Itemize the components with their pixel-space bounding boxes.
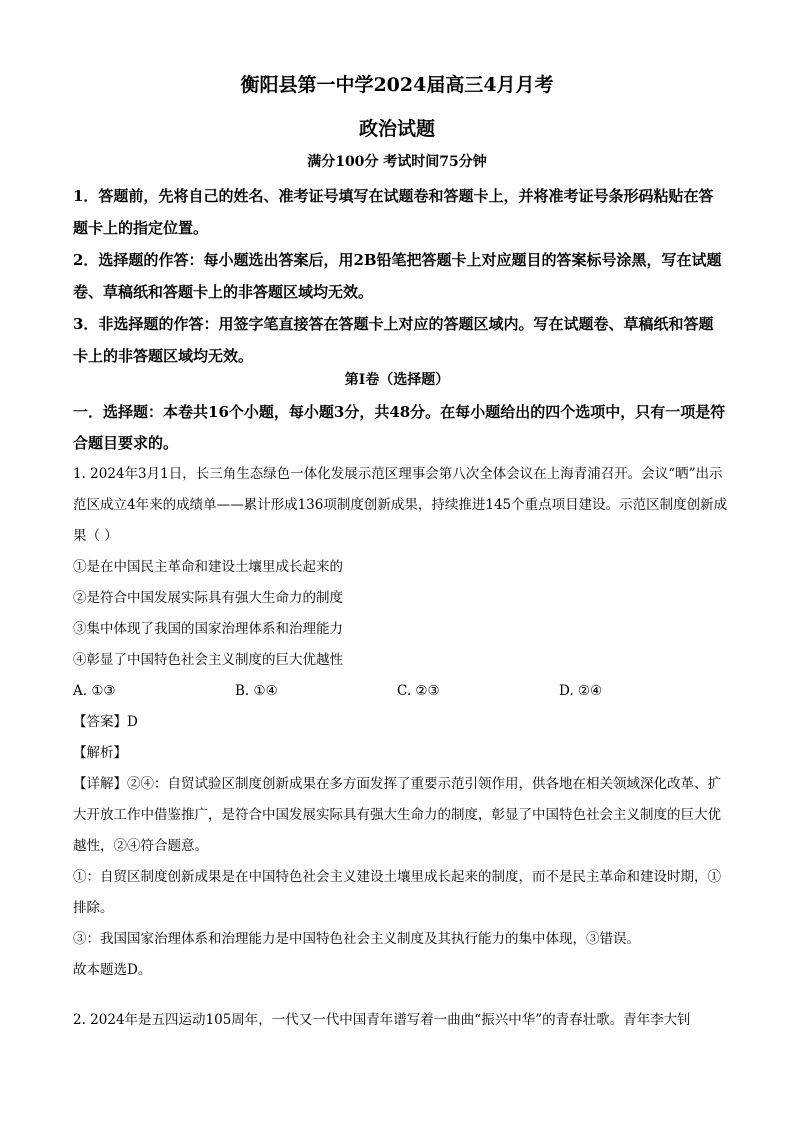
exam-subject: 政治试题 <box>358 118 435 140</box>
option-c: C. ②③ <box>397 683 440 699</box>
statement-item: ①是在中国民主革命和建设土壤里成长起来的 <box>73 559 343 575</box>
answer-options <box>73 676 728 707</box>
statement-item: ③集中体现了我国的国家治理体系和治理能力 <box>73 621 343 637</box>
instructions <box>73 180 728 372</box>
section-title: 第Ⅰ卷（选择题） <box>344 372 450 388</box>
analysis-exclude-1: ①：自贸区制度创新成果是在中国特色社会主义建设土壤里成长起来的制度，而不是民主革命和建设时期，①排除。 <box>73 869 721 916</box>
option-b: B. ①④ <box>235 683 278 699</box>
exam-title: 衡阳县第一中学2024届高三4月月考 <box>240 74 554 96</box>
statement-item: ②是符合中国发展实际具有强大生命力的制度 <box>73 590 343 606</box>
instruction-item: 3．非选择题的作答：用签字笔直接答在答题卡上对应的答题区域内。写在试题卷、草稿纸和答题卡上的非答题区域均无效。 <box>73 315 714 365</box>
analysis-conclusion: 故本题选D。 <box>73 962 152 978</box>
analysis-detail: 【详解】②④：自贸试验区制度创新成果在多方面发挥了重要示范引领作用，供各地在相关领域深化改革、扩大开放工作中借鉴推广，是符合中国发展实际具有强大生命力的制度，彰显了中国特色社会主义制度的巨大优越性，②④符合题意。 <box>73 776 721 854</box>
option-d: D. ②④ <box>559 683 603 699</box>
analysis-label: 【解析】 <box>73 745 127 761</box>
part-title: 一．选择题：本卷共16个小题，每小题3分，共48分。在每小题给出的四个选项中，只有一项是符合题目要求的。 <box>73 403 726 452</box>
answer-line: 【答案】D <box>73 714 138 730</box>
question-stem: 1. 2024年3月1日，长三角生态绿色一体化发展示范区理事会第八次全体会议在上海青浦召开。会议“晒”出示范区成立4年来的成绩单——累计形成136项制度创新成果，持续推进145个重点项目建设。示范区制度创新成果（ ） <box>73 466 728 544</box>
option-a: A. ①③ <box>73 683 116 699</box>
instruction-item: 2．选择题的作答：每小题选出答案后，用2B铅笔把答题卡上对应题目的答案标号涂黑，写在试题卷、草稿纸和答题卡上的非答题区域均无效。 <box>73 251 722 301</box>
question-2-stem: 2. 2024年是五四运动105周年，一代又一代中国青年谱写着一曲曲“振兴中华”的青春壮歌。青年李大钊 <box>73 1012 691 1028</box>
question-1 <box>73 459 728 986</box>
analysis-exclude-3: ③：我国国家治理体系和治理能力是中国特色社会主义制度及其执行能力的集中体现，③错误。 <box>73 931 640 947</box>
exam-meta: 满分100分 考试时间75分钟 <box>307 154 487 170</box>
statement-item: ④彰显了中国特色社会主义制度的巨大优越性 <box>73 652 343 668</box>
instruction-item: 1．答题前，先将自己的姓名、准考证号填写在试题卷和答题卡上，并将准考证号条形码粘贴在答题卡上的指定位置。 <box>73 187 714 237</box>
